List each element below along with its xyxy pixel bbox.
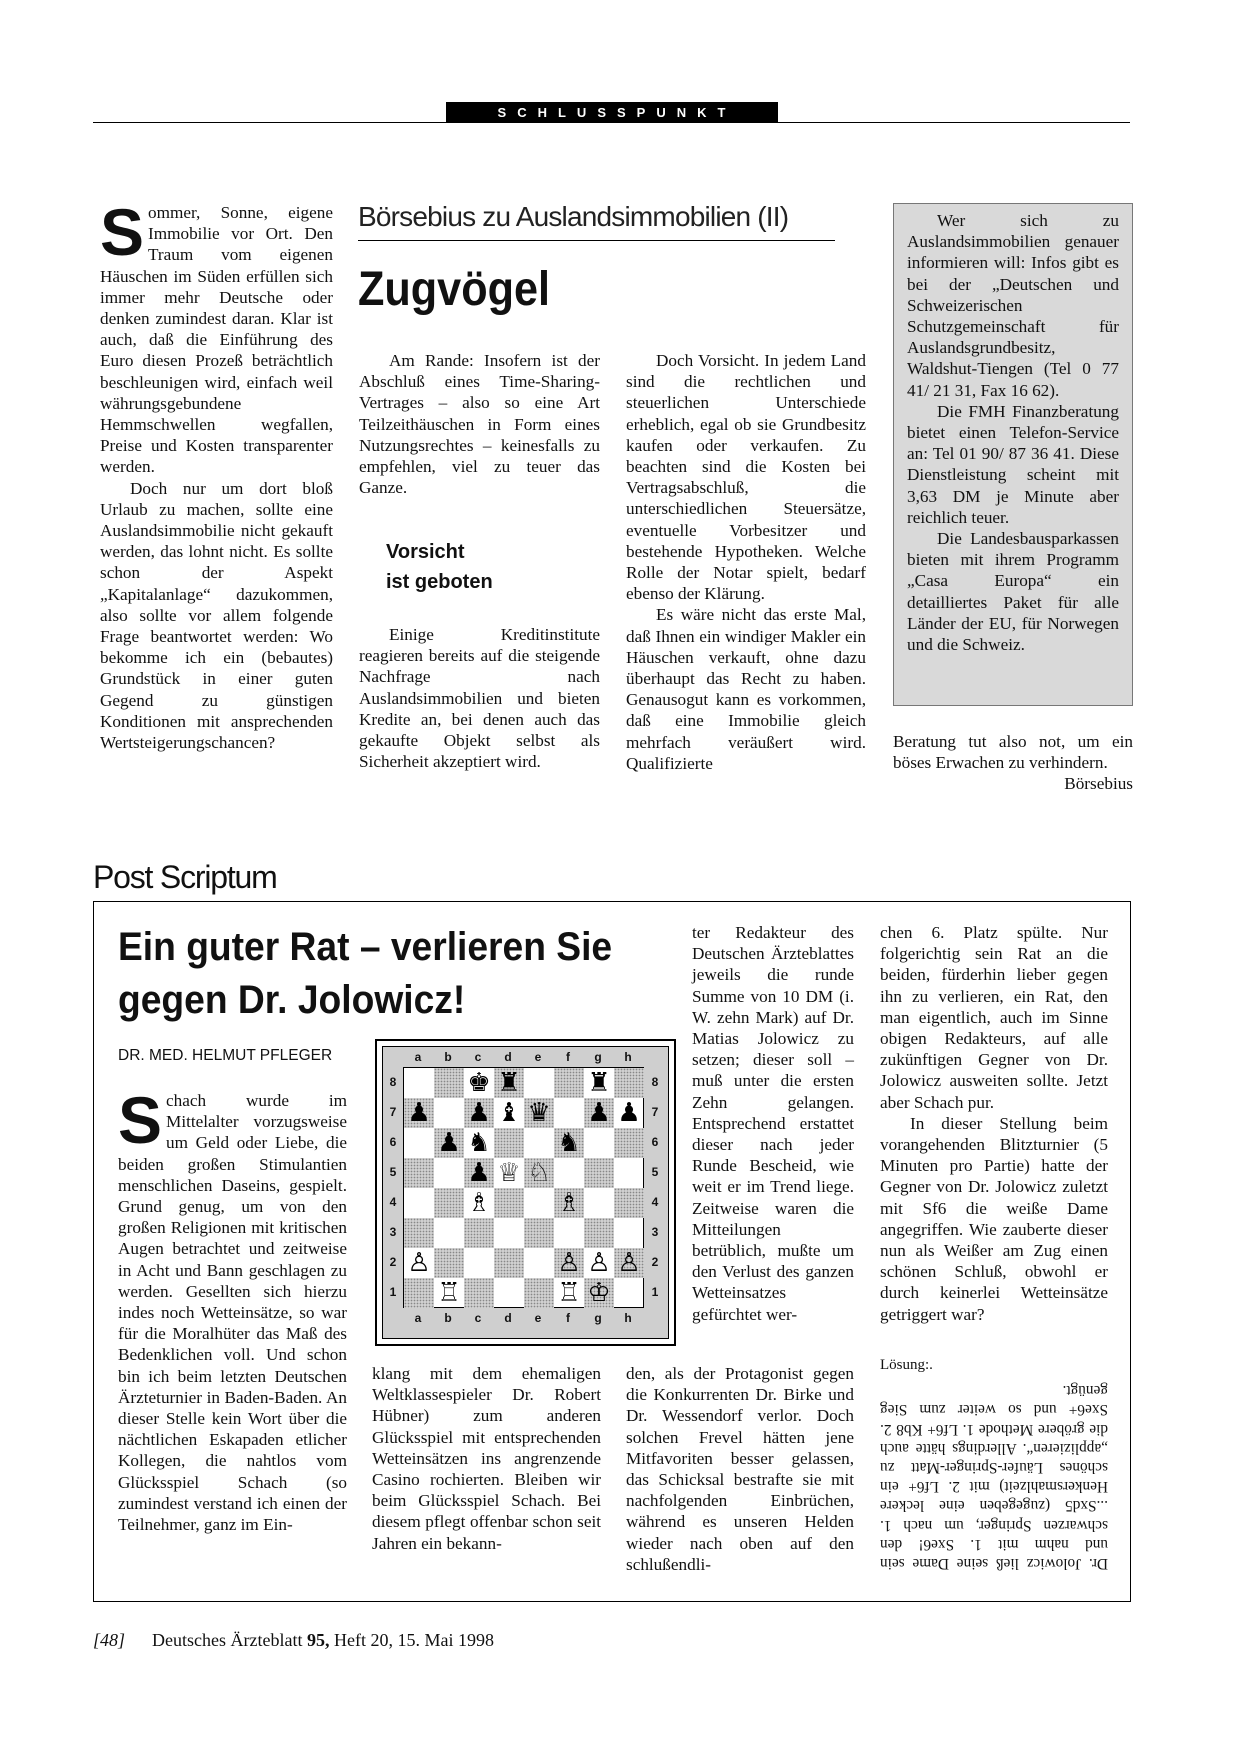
paragraph: chach wurde im Mittelalter vorzugsweise um Geld oder Liebe, die beiden großen Stimulantien menschlichen Daseins, gespielt. Grund genug, um von den großen Religionen mit kritischen Augen betrachtet und zeitweise in Acht und Bann geschlagen zu werden. Gesellten sich hierzu indes noch Wetteinsätze, so war für die Moralhüter das Maß des Bedenklichen voll. Und schon bin ich beim letzten Deutschen Ärzteturnier in Baden-Baden. An dieser Stelle kein Wort über die nächtlichen Eskapaden etlicher Kollegen, die nahtlos vom Glücksspiel Schach (so zumindest verstand ich einen der Teilnehmer, ganz im Ein- [118,1091,347,1535]
board-square-f7 [554,1098,584,1128]
board-square-d4 [494,1188,524,1218]
article1-col4-tail [893,731,1133,773]
board-square-b8 [434,1068,464,1098]
board-square-g3 [584,1218,614,1248]
chess-piece-e7: ♛ [527,1098,551,1128]
rank-label-5: 5 [651,1165,659,1179]
info-box [893,203,1133,706]
board-square-e8 [524,1068,554,1098]
rank-label-6: 6 [389,1135,397,1149]
board-square-h6 [614,1128,644,1158]
board-square-e4 [524,1188,554,1218]
file-label-h: h [624,1311,632,1325]
chess-piece-f4: ♗ [557,1188,581,1218]
paragraph: Wer sich zu Auslandsimmobilien genauer informieren will: Infos gibt es bei der „Deutschen und Schweizerischen Schutzgemeinschaft für Auslandsgrundbesitz, Waldshut-Tiengen (Tel 0 77 41/ 21 31, Fax 16 62). [907,211,1119,400]
rank-label-8: 8 [389,1075,397,1089]
solution-text: Dr. Jolowicz ließ seine Dame sein und nahm mit 1. Sxe6! den schwarzen Springer, um nach 1. ...Sxd5 (zugegeben eine leckere Henkersmahlzeit) mit 2. Lf6+ ein schönes Läufer-Springer-Matt zu „applizieren“. Allerdings hätte auch die gröbere Methode 1. Lf6+ Kb8 2. Sxe6+ und so weiter zum Sieg genügt. [880,1382,1108,1573]
board-square-a4 [404,1188,434,1218]
board-square-b5 [434,1158,464,1188]
board-square-d6 [494,1128,524,1158]
journal-issue: Heft 20, 15. Mai 1998 [333,1630,494,1650]
postscript-col3-bottom [626,1363,854,1575]
board-square-e3 [524,1218,554,1248]
file-label-c: c [474,1050,482,1064]
board-square-g4 [584,1188,614,1218]
chess-piece-b1: ♖ [437,1278,461,1308]
author-signature: Börsebius [1064,774,1133,793]
paragraph: Am Rande: Insofern ist der Abschluß eines Time-Sharing-Vertrages – also so eine Art Teilzeithäuschen in Form eines Nutzungsrechtes – keinesfalls zu empfehlen, viel zu teuer das Ganze. [359,351,600,498]
chess-piece-c6: ♞ [467,1128,491,1158]
board-square-g6 [584,1128,614,1158]
chess-frame [382,1046,669,1339]
file-label-e: e [534,1050,542,1064]
paragraph: In dieser Stellung beim vorangehenden Blitzturnier (5 Minuten pro Partie) hatte der Gegner von Dr. Jolowicz zuletzt mit Sf6 die weiße Dame angegriffen. Wie zauberte dieser nun als Weißer am Zug einen schönen Schluß, obwohl er durch keinerlei Wetteinsätze getriggert war? [880,1113,1108,1324]
rank-label-1: 1 [389,1285,397,1299]
chess-piece-a7: ♟ [407,1098,431,1128]
paragraph: klang mit dem ehemaligen Weltklassespieler Dr. Robert Hübner) zum anderen Glücksspiel mit entsprechenden Wetteinsätzen ins angrenzende Casino rochierten. Bleiben wir beim Glücksspiel Schach. Bei diesem pflegt offenbar schon seit Jahren ein bekann- [372,1364,601,1553]
chess-piece-c8: ♚ [467,1068,491,1098]
rank-label-3: 3 [651,1225,659,1239]
file-label-a: a [414,1311,422,1325]
board-square-h3 [614,1218,644,1248]
section-label: SCHLUSSPUNKT [446,102,778,123]
kicker-underline [358,240,835,241]
file-label-d: d [504,1050,512,1064]
board-square-a6 [404,1128,434,1158]
chess-diagram [375,1039,676,1346]
paragraph: den, als der Protagonist gegen die Konkurrenten Dr. Birke und Dr. Wessendorf verlor. Doch solchen Frevel hätten jene Mitfavoriten besser gelassen, das Schicksal bestrafte sie mit nachfolgenden Einbrüchen, während es unseren Helden wieder nach oben auf den schlußendli- [626,1364,854,1574]
chess-piece-b6: ♟ [437,1128,461,1158]
board-square-c3 [464,1218,494,1248]
rank-label-7: 7 [389,1105,397,1119]
board-square-c1 [464,1278,494,1308]
article-kicker: Börsebius zu Auslandsimmobilien (II) [358,201,789,232]
board-square-f3 [554,1218,584,1248]
board-square-f5 [554,1158,584,1188]
footer [93,1629,494,1651]
chess-piece-c7: ♟ [467,1098,491,1128]
chess-piece-c4: ♗ [467,1188,491,1218]
rank-label-2: 2 [651,1255,659,1269]
rank-label-1: 1 [651,1285,659,1299]
chess-board [403,1067,644,1308]
board-square-h5 [614,1158,644,1188]
solution-label: Lösung:. [880,1357,933,1373]
paragraph: Doch nur um dort bloß Urlaub zu machen, sollte eine Auslandsimmobilie nicht gekauft werden, das lohnt nicht. Es sollte schon der Aspekt „Kapitalanlage“ dazukommen, also sollte vor allem folgende Frage beantwortet werden: Wo bekomme ich ein (bebautes) Grundstück in einer guten Gegend zu günstigen Konditionen mit ansprechenden Wertsteigerungschancen? [100,478,333,753]
rank-label-4: 4 [651,1195,659,1209]
paragraph: Es wäre nicht das erste Mal, daß Ihnen ein windiger Makler ein Häuschen verkauft, ohne dazu überhaupt das Recht zu haben. Genausogut kann es vorkommen, daß eine Immobilie gleich mehrfach veräußert wird. Qualifizierte [626,605,866,773]
rank-label-8: 8 [651,1075,659,1089]
title-line: Ein guter Rat – verlieren Sie [118,925,613,969]
rank-label-4: 4 [389,1195,397,1209]
paragraph: Die Landesbausparkassen bieten mit ihrem Programm „Casa Europa“ ein detailliertes Paket für alle Länder der EU, für Norwegen und die Schweiz. [907,529,1119,655]
board-square-e6 [524,1128,554,1158]
file-label-g: g [594,1050,602,1064]
board-square-a8 [404,1068,434,1098]
postscript-col3 [692,922,854,1325]
file-label-c: c [474,1311,482,1325]
chess-piece-d5: ♕ [497,1158,521,1188]
board-square-f8 [554,1068,584,1098]
paragraph: Die FMH Finanzberatung bietet einen Telefon-Service an: Tel 01 90/ 87 36 41. Diese Dienstleistung scheint mit 3,63 DM je Minute aber reichlich teuer. [907,401,1119,527]
file-label-d: d [504,1311,512,1325]
file-label-h: h [624,1050,632,1064]
paragraph: ommer, Sonne, eigene Immobilie vor Ort. Den Traum vom eigenen Häuschen im Süden erfüllen sich immer mehr Deutsche oder denken zumindest daran. Klar ist auch, daß die Einführung des Euro diesen Prozeß beträchtlich beschleunigen wird, einfach weil währungsgebundene Hemmschwellen wegfallen, Preise und Kosten transparenter werden. [100,203,333,477]
file-label-f: f [566,1050,570,1064]
board-square-d3 [494,1218,524,1248]
dropcap: S [118,1083,163,1157]
board-square-b4 [434,1188,464,1218]
board-square-a5 [404,1158,434,1188]
postscript-col1 [118,1083,347,1535]
subhead-line: Vorsicht [386,541,465,563]
file-label-e: e [534,1311,542,1325]
article1-col3 [626,350,866,774]
title-line: gegen Dr. Jolowicz! [118,978,466,1022]
file-label-f: f [566,1311,570,1325]
paragraph: Doch Vorsicht. In jedem Land sind die rechtlichen und steuerlichen Unterschiede erheblich, egal ob sie Grundbesitz kaufen oder verkaufen. Zu beachten sind die Kosten bei Vertragsabschluß, die unterschiedlichen Steuersätze, eventuelle Vorbesitzer und bestehende Hypotheken. Welche Rolle der Notar spielt, bedarf ebenso der Klärung. [626,351,866,604]
chess-piece-h2: ♙ [617,1248,641,1278]
board-square-h4 [614,1188,644,1218]
article1-col1 [100,195,333,753]
chess-piece-g2: ♙ [587,1248,611,1278]
article-title: Zugvögel [358,263,550,316]
chess-piece-h7: ♟ [617,1098,641,1128]
chess-piece-f2: ♙ [557,1248,581,1278]
board-square-c2 [464,1248,494,1278]
chess-piece-c5: ♟ [467,1158,491,1188]
postscript-label: Post Scriptum [93,859,277,895]
board-square-b3 [434,1218,464,1248]
file-label-a: a [414,1050,422,1064]
rank-label-6: 6 [651,1135,659,1149]
chess-piece-d8: ♜ [497,1068,521,1098]
board-square-b2 [434,1248,464,1278]
chess-piece-f1: ♖ [557,1278,581,1308]
paragraph: ter Redakteur des Deutschen Ärzteblattes jeweils die runde Summe von 10 DM (i. W. zehn Mark) auf Dr. Matias Jolowicz zu setzen; dieser soll – muß unter die ersten Zehn gelangen. Entsprechend erstattet dieser nach jeder Runde Bescheid, wie weit er im Trend liege. Zeitweise waren die Mitteilungen betrüblich, mußte um den Verlust des ganzen Wetteinsatzes gefürchtet wer- [692,923,854,1324]
board-square-h1 [614,1278,644,1308]
postscript-col2 [372,1363,601,1554]
chess-piece-d7: ♝ [497,1098,521,1128]
chess-piece-g7: ♟ [587,1098,611,1128]
rank-label-7: 7 [651,1105,659,1119]
subhead-line: ist geboten [386,571,493,593]
journal-name: Deutsches Ärzteblatt [152,1630,303,1650]
board-square-g5 [584,1158,614,1188]
byline: DR. MED. HELMUT PFLEGER [118,1047,333,1064]
board-square-d2 [494,1248,524,1278]
board-square-d1 [494,1278,524,1308]
chess-piece-g8: ♜ [587,1068,611,1098]
rank-label-3: 3 [389,1225,397,1239]
article1-col2 [359,350,600,498]
file-label-g: g [594,1311,602,1325]
file-label-b: b [444,1311,452,1325]
paragraph: Einige Kreditinstitute reagieren bereits auf die steigende Nachfrage nach Auslandsimmobilien und bieten Kredite an, bei denen auch das gekaufte Objekt selbst als Sicherheit akzeptiert wird. [359,625,600,772]
journal-volume: 95, [306,1630,330,1650]
rank-label-2: 2 [389,1255,397,1269]
chess-piece-f6: ♞ [557,1128,581,1158]
chess-piece-a2: ♙ [407,1248,431,1278]
postscript-title [118,921,612,1027]
subhead [386,537,493,597]
file-label-b: b [444,1050,452,1064]
board-square-a3 [404,1218,434,1248]
chess-piece-g1: ♔ [587,1278,611,1308]
board-square-e2 [524,1248,554,1278]
paragraph: chen 6. Platz spülte. Nur folgerichtig sein Rat an die beiden, fürderhin lieber gegen ihn zu verlieren, ein Rat, den man eigentlich, auch im Sinne obigen Redakteurs, auf alle zukünftigen Gegner von Dr. Jolowicz ausweiten sollte. Jetzt aber Schach pur. [880,923,1108,1112]
paragraph: Beratung tut also not, um ein böses Erwachen zu verhindern. [893,732,1133,773]
board-square-h8 [614,1068,644,1098]
board-square-e1 [524,1278,554,1308]
board-square-b7 [434,1098,464,1128]
chess-piece-e5: ♘ [527,1158,551,1188]
dropcap: S [100,195,145,269]
postscript-col4 [880,922,1108,1325]
rank-label-5: 5 [389,1165,397,1179]
page-number: [48] [93,1630,126,1650]
board-square-a1 [404,1278,434,1308]
article1-col2b [359,624,600,772]
